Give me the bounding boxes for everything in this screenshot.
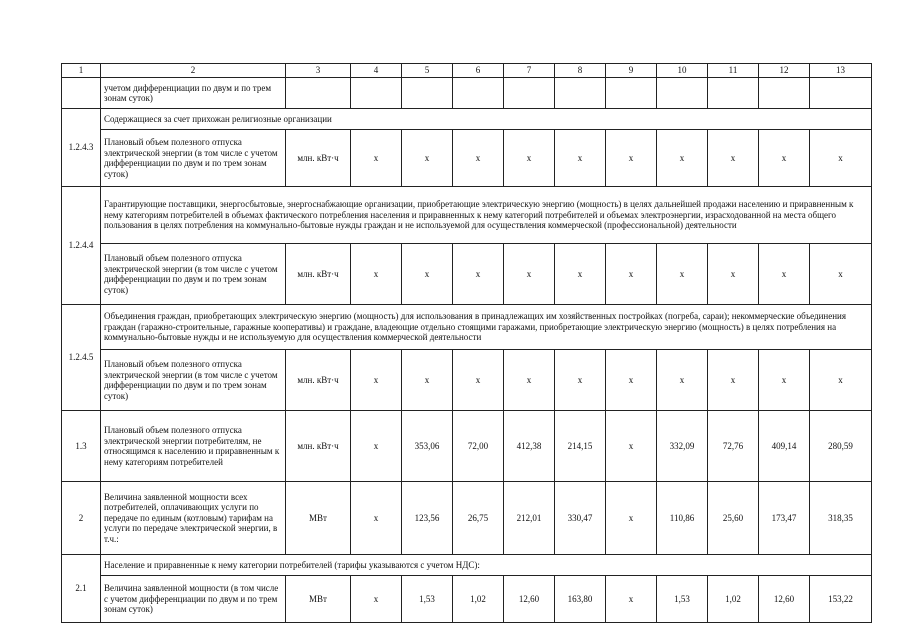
value-cell xyxy=(810,78,872,109)
group-title: Гарантирующие поставщики, энергосбытовые, энергоснабжающие организации, приобретающие электрическую энергию (мощность) в целях дальнейшей продажи населению и приравненным к нему категориям потребителей в объемах фактического потребления населения и приравненных к нему категорий потребителей и объемах электроэнергии, израсходованной на места общего пользования в целях потребления на коммунально-бытовые нужды граждан и не используемой для осуществления коммерческой (профессиональной) деятельности xyxy=(101,187,872,244)
value-cell: х xyxy=(402,244,453,305)
value-cell: х xyxy=(351,244,402,305)
value-cell: 330,47 xyxy=(555,482,606,555)
value-cell: х xyxy=(453,244,504,305)
row-description: Плановый объем полезного отпуска электрической энергии потребителям, не относящимся к населению и приравненным к нему категориям потребителей xyxy=(101,411,286,482)
tariff-table xyxy=(61,63,872,623)
value-cell xyxy=(555,78,606,109)
table-row xyxy=(62,130,872,187)
value-cell: х xyxy=(504,350,555,411)
value-cell: 1,53 xyxy=(657,576,708,623)
value-cell: х xyxy=(351,482,402,555)
value-cell: х xyxy=(606,350,657,411)
row-description: Плановый объем полезного отпуска электрической энергии (в том числе с учетом дифференциации по двум и по трем зонам суток) xyxy=(101,350,286,411)
value-cell: х xyxy=(606,130,657,187)
value-cell: 153,22 xyxy=(810,576,872,623)
row-code xyxy=(62,78,101,109)
value-cell: х xyxy=(402,350,453,411)
header-cell: 2 xyxy=(101,64,286,78)
row-unit: млн. кВт·ч xyxy=(286,411,351,482)
value-cell: 1,02 xyxy=(708,576,759,623)
value-cell: х xyxy=(810,350,872,411)
value-cell xyxy=(453,78,504,109)
group-header-row xyxy=(62,555,872,576)
value-cell: х xyxy=(555,244,606,305)
header-cell: 7 xyxy=(504,64,555,78)
row-code: 2 xyxy=(62,482,101,555)
group-title: Объединения граждан, приобретающих электрическую энергию (мощность) для использования в принадлежащих им хозяйственных постройках (погреба, сараи); некоммерческие объединения граждан (гаражно-строительные, гаражные кооперативы) и граждане, владеющие отдельно стоящими гаражами, приобретающие электрическую энергию (мощность) в целях потребления на коммунально-бытовые нужды и не используемую для осуществления коммерческой деятельности xyxy=(101,305,872,350)
value-cell: х xyxy=(708,130,759,187)
value-cell: х xyxy=(555,350,606,411)
table-row xyxy=(62,411,872,482)
value-cell: 318,35 xyxy=(810,482,872,555)
header-cell: 10 xyxy=(657,64,708,78)
row-unit: МВт xyxy=(286,482,351,555)
value-cell: 332,09 xyxy=(657,411,708,482)
header-cell: 3 xyxy=(286,64,351,78)
value-cell: х xyxy=(402,130,453,187)
value-cell: 214,15 xyxy=(555,411,606,482)
row-description: Плановый объем полезного отпуска электрической энергии (в том числе с учетом дифференциации по двум и по трем зонам суток) xyxy=(101,130,286,187)
header-cell: 12 xyxy=(759,64,810,78)
value-cell: х xyxy=(453,130,504,187)
value-cell: х xyxy=(351,130,402,187)
value-cell: х xyxy=(606,576,657,623)
value-cell: х xyxy=(810,244,872,305)
value-cell: х xyxy=(351,576,402,623)
value-cell xyxy=(504,78,555,109)
value-cell: х xyxy=(555,130,606,187)
group-header-row xyxy=(62,109,872,130)
row-code: 1.3 xyxy=(62,411,101,482)
header-cell: 11 xyxy=(708,64,759,78)
value-cell: 353,06 xyxy=(402,411,453,482)
value-cell: х xyxy=(606,482,657,555)
row-description: Плановый объем полезного отпуска электрической энергии (в том числе с учетом дифференциации по двум и по трем зонам суток) xyxy=(101,244,286,305)
value-cell: х xyxy=(759,244,810,305)
value-cell: 212,01 xyxy=(504,482,555,555)
row-code: 1.2.4.4 xyxy=(62,187,101,305)
value-cell: х xyxy=(606,411,657,482)
row-unit: млн. кВт·ч xyxy=(286,130,351,187)
row-description: Величина заявленной мощности всех потребителей, оплачивающих услуги по передаче по единым (котловым) тарифам на услуги по передаче электрической энергии, в т.ч.: xyxy=(101,482,286,555)
header-row xyxy=(62,64,872,78)
value-cell: х xyxy=(606,244,657,305)
value-cell: х xyxy=(657,244,708,305)
table-row xyxy=(62,576,872,623)
row-unit: млн. кВт·ч xyxy=(286,350,351,411)
value-cell: 1,53 xyxy=(402,576,453,623)
value-cell: 123,56 xyxy=(402,482,453,555)
value-cell: 72,76 xyxy=(708,411,759,482)
group-title: Население и приравненные к нему категории потребителей (тарифы указываются с учетом НДС): xyxy=(101,555,872,576)
value-cell: х xyxy=(759,350,810,411)
row-code: 1.2.4.5 xyxy=(62,305,101,411)
value-cell xyxy=(606,78,657,109)
table-row xyxy=(62,244,872,305)
table-row xyxy=(62,78,872,109)
value-cell: 26,75 xyxy=(453,482,504,555)
value-cell: 163,80 xyxy=(555,576,606,623)
header-cell: 6 xyxy=(453,64,504,78)
value-cell: 1,02 xyxy=(453,576,504,623)
value-cell: х xyxy=(504,244,555,305)
value-cell: х xyxy=(708,244,759,305)
value-cell xyxy=(657,78,708,109)
header-cell: 9 xyxy=(606,64,657,78)
value-cell: 412,38 xyxy=(504,411,555,482)
value-cell xyxy=(759,78,810,109)
group-title: Содержащиеся за счет прихожан религиозные организации xyxy=(101,109,872,130)
group-header-row xyxy=(62,305,872,350)
value-cell xyxy=(708,78,759,109)
value-cell: 25,60 xyxy=(708,482,759,555)
value-cell: 173,47 xyxy=(759,482,810,555)
header-cell: 13 xyxy=(810,64,872,78)
value-cell: х xyxy=(453,350,504,411)
value-cell: х xyxy=(810,130,872,187)
row-description: Величина заявленной мощности (в том числе с учетом дифференциации по двум и по трем зонам суток) xyxy=(101,576,286,623)
header-cell: 4 xyxy=(351,64,402,78)
row-code: 2.1 xyxy=(62,555,101,623)
value-cell: х xyxy=(657,350,708,411)
value-cell: 72,00 xyxy=(453,411,504,482)
table-row xyxy=(62,482,872,555)
value-cell: 12,60 xyxy=(504,576,555,623)
value-cell: х xyxy=(657,130,708,187)
value-cell: х xyxy=(351,411,402,482)
value-cell: х xyxy=(759,130,810,187)
row-unit: МВт xyxy=(286,576,351,623)
row-unit: млн. кВт·ч xyxy=(286,244,351,305)
group-header-row xyxy=(62,187,872,244)
value-cell: 409,14 xyxy=(759,411,810,482)
row-code: 1.2.4.3 xyxy=(62,109,101,187)
value-cell: х xyxy=(708,350,759,411)
value-cell: х xyxy=(351,350,402,411)
row-unit xyxy=(286,78,351,109)
table-body xyxy=(62,64,872,623)
value-cell: 12,60 xyxy=(759,576,810,623)
value-cell: 110,86 xyxy=(657,482,708,555)
value-cell: х xyxy=(504,130,555,187)
header-cell: 1 xyxy=(62,64,101,78)
value-cell: 280,59 xyxy=(810,411,872,482)
header-cell: 8 xyxy=(555,64,606,78)
value-cell xyxy=(351,78,402,109)
row-description: учетом дифференциации по двум и по трем зонам суток) xyxy=(101,78,286,109)
value-cell xyxy=(402,78,453,109)
table-row xyxy=(62,350,872,411)
header-cell: 5 xyxy=(402,64,453,78)
